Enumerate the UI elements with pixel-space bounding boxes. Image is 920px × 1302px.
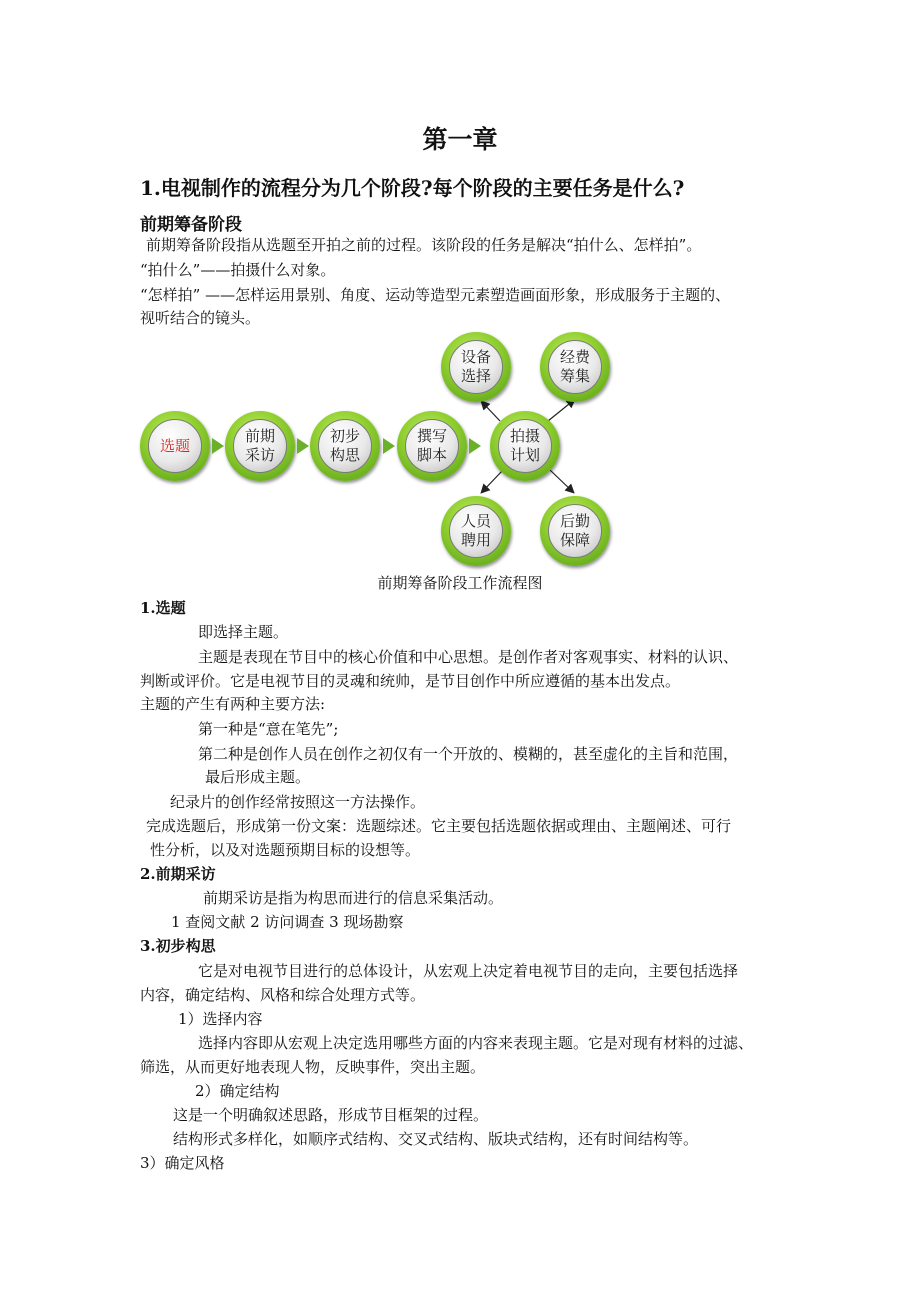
s3-line-6: 结构形式多样化，如顺序式结构、交叉式结构、版块式结构，还有时间结构等。 [173,1130,699,1148]
s3-line-2: 内容，确定结构、风格和综合处理方式等。 [140,986,426,1004]
s1-line-9: 完成选题后，形成第一份文案：选题综述。它主要包括选题依据或理由、主题阐述、可行 [146,817,732,835]
node-zhuanxie-jiaoben [397,411,467,481]
arrow-to-renyuan [482,470,503,492]
s3-heading: 3.初步构思 [140,937,216,955]
arrow-to-jingfei [548,400,574,421]
s3-line-1: 它是对电视节目进行的总体设计，从宏观上决定着电视节目的走向，主要包括选择 [198,962,739,980]
node-houqin-baozhang-label: 后勤 保障 [548,504,602,558]
s2-heading: 2.前期采访 [140,865,216,883]
s3-sub-3: 3）确定风格 [140,1154,225,1172]
s1-line-4: 主题的产生有两种主要方法: [140,695,326,713]
node-xuanti [140,411,210,481]
s3-sub-2: 2）确定结构 [195,1082,280,1100]
node-xuanti-label: 选题 [148,419,202,473]
node-jingfei-chouji-label: 经费 筹集 [548,340,602,394]
question-heading: 1.电视制作的流程分为几个阶段?每个阶段的主要任务是什么? [140,176,685,200]
s3-line-3: 选择内容即从宏观上决定选用哪些方面的内容来表现主题。它是对现有材料的过滤、 [198,1034,754,1052]
s1-line-10: 性分析，以及对选题预期目标的设想等。 [150,841,421,859]
s2-line-1: 前期采访是指为构思而进行的信息采集活动。 [203,889,504,907]
flow-arrow-4 [469,438,481,454]
node-renyuan-pinyong [441,496,511,566]
node-shebei-xuanze [441,332,511,402]
flow-arrow-3 [383,438,395,454]
s1-line-8: 纪录片的创作经常按照这一方法操作。 [170,793,426,811]
s1-line-1: 即选择主题。 [198,623,289,641]
flow-arrow-2 [297,438,309,454]
arrow-to-houqin [550,470,573,492]
node-shebei-xuanze-label: 设备 选择 [449,340,503,394]
section-title: 前期筹备阶段 [140,215,242,235]
s3-line-4: 筛选，从而更好地表现人物，反映事件，突出主题。 [140,1058,486,1076]
node-renyuan-pinyong-label: 人员 聘用 [449,504,503,558]
s3-line-5: 这是一个明确叙述思路，形成节目框架的过程。 [173,1106,489,1124]
node-paishe-jihua-label: 拍摄 计划 [498,419,552,473]
s1-line-6: 第二种是创作人员在创作之初仅有一个开放的、模糊的，甚至虚化的主旨和范围， [198,745,739,763]
s1-line-7: 最后形成主题。 [205,768,311,786]
node-chubu-gousi [310,411,380,481]
s2-line-2: 1 查阅文献 2 访问调查 3 现场勘察 [171,913,404,931]
s1-heading: 1.选题 [140,599,186,617]
intro-line-3: “怎样拍” ——怎样运用景别、角度、运动等造型元素塑造画面形象，形成服务于主题的、 [140,286,731,304]
s1-line-3: 判断或评价。它是电视节目的灵魂和统帅，是节目创作中所应遵循的基本出发点。 [140,672,681,690]
node-qianqi-caifang-label: 前期 采访 [233,419,287,473]
s1-line-5: 第一种是“意在笔先”; [198,720,339,738]
node-jingfei-chouji [540,332,610,402]
intro-line-1: 前期筹备阶段指从选题至开拍之前的过程。该阶段的任务是解决“拍什么、怎样拍”。 [146,236,702,254]
chapter-title: 第一章 [422,125,498,154]
flow-arrow-1 [212,438,224,454]
diagram-caption: 前期筹备阶段工作流程图 [377,574,543,592]
s3-sub-1: 1）选择内容 [178,1010,263,1028]
node-houqin-baozhang [540,496,610,566]
intro-line-4: 视听结合的镜头。 [140,309,261,327]
s1-line-2: 主题是表现在节目中的核心价值和中心思想。是创作者对客观事实、材料的认识、 [198,648,739,666]
node-zhuanxie-jiaoben-label: 撰写 脚本 [405,419,459,473]
node-chubu-gousi-label: 初步 构思 [318,419,372,473]
node-qianqi-caifang [225,411,295,481]
intro-line-2: “拍什么”——拍摄什么对象。 [140,261,336,279]
workflow-diagram [0,330,920,570]
node-paishe-jihua [490,411,560,481]
arrow-to-shebei [482,402,500,421]
